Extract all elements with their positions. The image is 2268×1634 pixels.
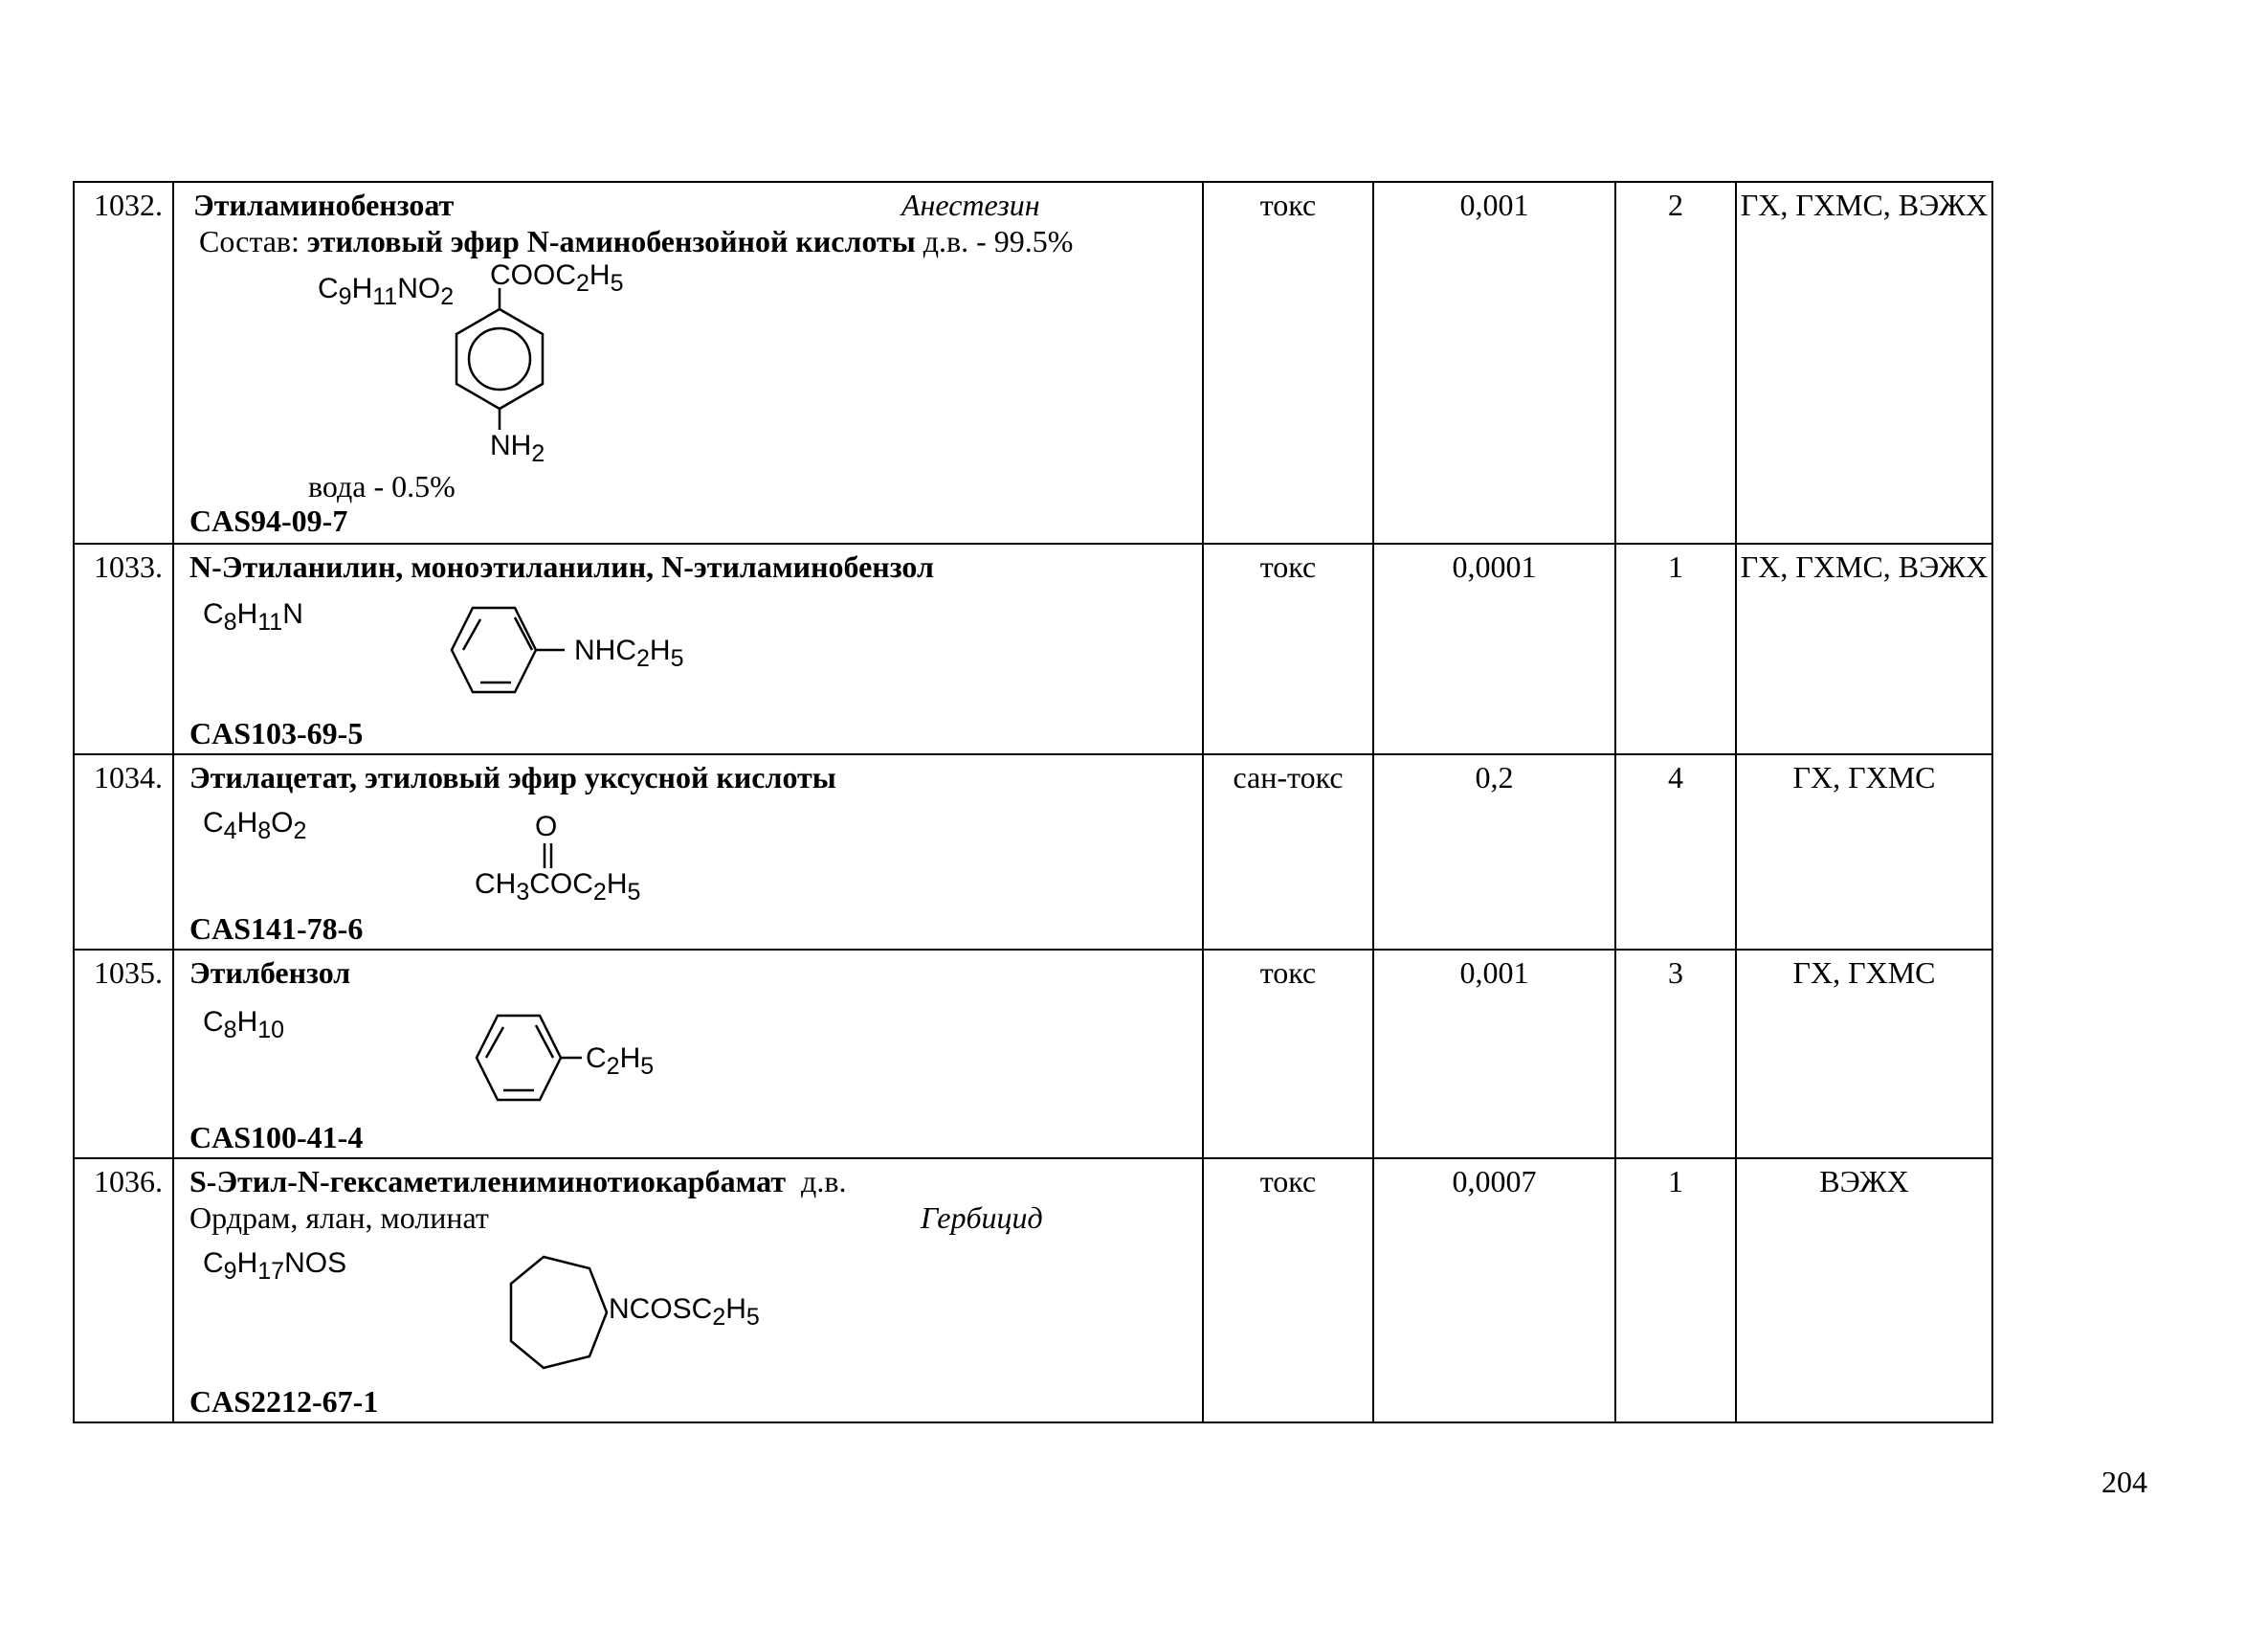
hazard-class: 4 bbox=[1615, 754, 1736, 950]
row-number: 1032. bbox=[74, 182, 173, 544]
group-bottom: $NH_2$ bbox=[490, 430, 545, 467]
substituent-group: $C_2H_5$ bbox=[586, 1042, 655, 1080]
substance-cell bbox=[173, 950, 1203, 1158]
cas-number: CAS100-41-4 bbox=[189, 1120, 364, 1154]
structural-formula: $CH_3COC_2H_5$ bbox=[475, 868, 641, 906]
table-row bbox=[74, 950, 1992, 1158]
toxicity-type: токс bbox=[1203, 544, 1373, 754]
impurity: вода - 0.5% bbox=[308, 469, 456, 504]
carbonyl-oxygen: O bbox=[535, 811, 558, 842]
row-number: 1034. bbox=[74, 754, 173, 950]
table-row bbox=[74, 754, 1992, 950]
substituent-group: $NHC_2H_5$ bbox=[574, 635, 684, 672]
trade-name: Анестезин bbox=[901, 188, 1040, 222]
limit-value: 0,0001 bbox=[1373, 544, 1615, 754]
hazard-class: 3 bbox=[1615, 950, 1736, 1158]
cas-number: CAS103-69-5 bbox=[189, 716, 364, 750]
molecular-formula: $C_9H_{17}NOS$ bbox=[203, 1247, 347, 1285]
benzene-ring-icon bbox=[442, 288, 557, 432]
hazard-class: 1 bbox=[1615, 544, 1736, 754]
page-number: 204 bbox=[2101, 1465, 2147, 1499]
analysis-methods: ВЭЖХ bbox=[1736, 1158, 1992, 1422]
substance-name: Этиламинобензоат bbox=[193, 188, 455, 222]
table-row bbox=[74, 1158, 1992, 1422]
azepane-ring-icon bbox=[500, 1253, 614, 1377]
hazard-class: 2 bbox=[1615, 182, 1736, 544]
cas-number: CAS141-78-6 bbox=[189, 911, 364, 946]
substance-cell bbox=[173, 182, 1203, 544]
molecular-formula: $C_9H_{11}NO_2$ bbox=[318, 273, 455, 310]
usage: Гербицид bbox=[921, 1200, 1043, 1235]
substance-name: Этилацетат, этиловый эфир уксусной кислоты bbox=[189, 760, 836, 795]
cas-number: CAS2212-67-1 bbox=[189, 1384, 379, 1419]
table-row bbox=[74, 182, 1992, 544]
substance-cell bbox=[173, 754, 1203, 950]
synonyms: Ордрам, ялан, молинат bbox=[189, 1200, 489, 1235]
cas-number: CAS94-09-7 bbox=[189, 504, 348, 538]
toxicity-type: токс bbox=[1203, 950, 1373, 1158]
hazard-class: 1 bbox=[1615, 1158, 1736, 1422]
substance-cell bbox=[173, 544, 1203, 754]
analysis-methods: ГХ, ГХМС bbox=[1736, 754, 1992, 950]
toxicity-type: сан-токс bbox=[1203, 754, 1373, 950]
analysis-methods: ГХ, ГХМС, ВЭЖХ bbox=[1736, 182, 1992, 544]
molecular-formula: $C_4H_8O_2$ bbox=[203, 807, 307, 844]
molecular-formula: $C_8H_{10}$ bbox=[203, 1006, 285, 1043]
benzene-ring-icon bbox=[465, 1010, 589, 1115]
limit-value: 0,001 bbox=[1373, 950, 1615, 1158]
substance-table bbox=[73, 181, 1993, 1423]
analysis-methods: ГХ, ГХМС bbox=[1736, 950, 1992, 1158]
limit-value: 0,001 bbox=[1373, 182, 1615, 544]
toxicity-type: токс bbox=[1203, 182, 1373, 544]
substance-cell bbox=[173, 1158, 1203, 1422]
row-number: 1035. bbox=[74, 950, 173, 1158]
limit-value: 0,2 bbox=[1373, 754, 1615, 950]
composition: Состав: этиловый эфир N-аминобензойной кислоты д.в. - 99.5% bbox=[199, 224, 1074, 258]
substituent-group: $NCOSC_2H_5$ bbox=[609, 1293, 760, 1331]
toxicity-type: токс bbox=[1203, 1158, 1373, 1422]
benzene-ring-icon bbox=[440, 602, 565, 707]
row-number: 1033. bbox=[74, 544, 173, 754]
substance-name-line: S-Этил-N-гексаметилениминотиокарбамат д.в. bbox=[189, 1164, 847, 1198]
limit-value: 0,0007 bbox=[1373, 1158, 1615, 1422]
analysis-methods: ГХ, ГХМС, ВЭЖХ bbox=[1736, 544, 1992, 754]
table-row bbox=[74, 544, 1992, 754]
substance-name: N-Этиланилин, моноэтиланилин, N-этиламинобензол bbox=[189, 549, 934, 584]
row-number: 1036. bbox=[74, 1158, 173, 1422]
group-top: $COOC_2H_5$ bbox=[490, 259, 624, 297]
molecular-formula: $C_8H_{11}N$ bbox=[203, 598, 303, 636]
substance-name: Этилбензол bbox=[189, 955, 351, 990]
